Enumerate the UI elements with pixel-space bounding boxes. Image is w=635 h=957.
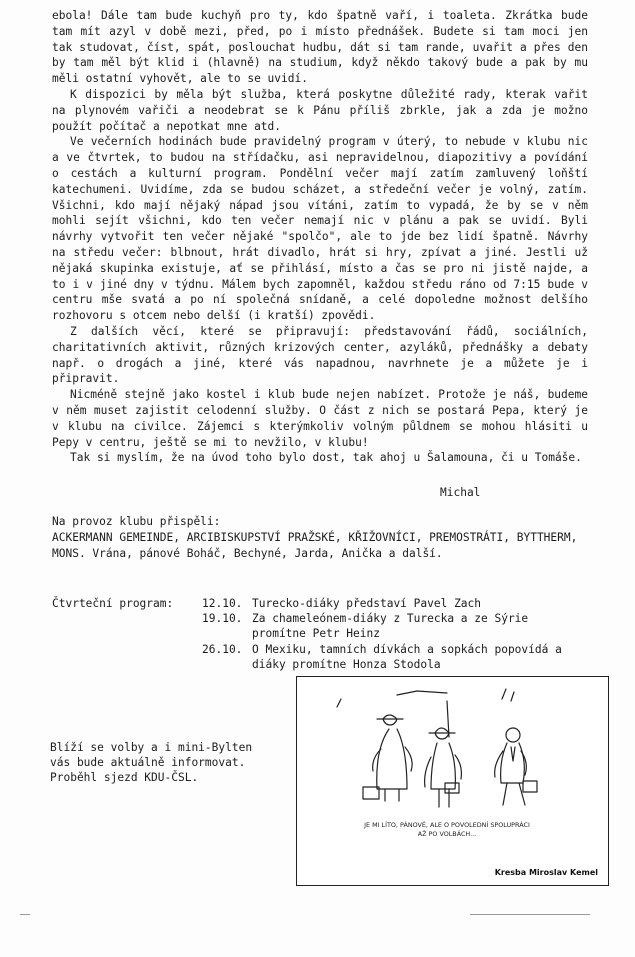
article-body xyxy=(52,8,588,466)
article-paragraph: ebola! Dále tam bude kuchyň pro ty, kdo špatně vaří, i toaleta. Zkrátka bude tam mít azyl v době mezi, před, po i místo přednášek. Budete si tam moci jen tak studovat, číst, spát, poslouchat hudbu, dát si tam rande, uvařit a přes den by tam měl být klid i (hlavně) na studium, když někdo takový bude a pak by mu měli ostatní vyhovět, ale to se uvidí. xyxy=(52,9,588,86)
sketch-line xyxy=(397,691,447,695)
article-paragraph: Nicméně stejně jako kostel i klub bude nejen nabízet. Protože je náš, budeme v něm muset zajistit celodenní služby. O část z nich se postará Pepa, který je v klubu na civilce. Zájemci s kterýmkoliv volným půldnem se mohou hlásiti u Pepy v centru, ještě se mi to nevžilo, v klubu! xyxy=(52,388,588,449)
article-paragraph: K dispozici by měla být služba, která poskytne důležité rady, kterak vařit na plynovém vařiči a neodebrat se k Pánu příliš zbrkle, jak a zda je možno použít počítač a nepotkat mne atd. xyxy=(52,87,588,133)
scan-speck xyxy=(20,914,30,915)
program-date: 26.10. xyxy=(202,642,243,656)
article-paragraph: Z dalších věcí, které se připravují: představování řádů, sociálních, charitativních aktivit, různých krizových center, azyláků, přednášky a debaty např. o drogách a jiné, které vás napadnou, navrhnete je a můžete je i připravit. xyxy=(52,324,588,386)
program-date: 12.10. xyxy=(202,597,243,610)
cartoon-credit: Kresba Miroslav Kemel xyxy=(494,868,598,877)
election-notice: Blíží se volby a i mini-Bylten vás bude aktuálně informovat. Proběhl sjezd KDU-ČSL. xyxy=(50,741,253,785)
sketch-line xyxy=(337,699,341,707)
cartoon-caption xyxy=(347,821,547,838)
sketch-line xyxy=(502,689,514,701)
thursday-program xyxy=(52,596,588,672)
program-date: 19.10. xyxy=(202,612,243,626)
sponsors-intro: Na provoz klubu přispěli: xyxy=(52,515,221,528)
article-signature: Michal xyxy=(440,486,481,499)
program-row xyxy=(52,642,588,672)
program-text: Za chameleónem-diáky z Turecka a ze Sýrie promítne Petr Heinz xyxy=(252,612,529,641)
program-label: Čtvrteční program: xyxy=(52,597,174,610)
figure-hat-man xyxy=(425,728,462,807)
program-text: O Mexiku, tamních dívkách a sopkách popovídá a diáky promítne Honza Stodola xyxy=(252,642,562,671)
program-row xyxy=(52,611,588,641)
sponsors-names: ACKERMANN GEMEINDE, ARCIBISKUPSTVÍ PRAŽSKÉ, KŘIŽOVNÍCI, PREMOSTRÁTI, BYTTHERM, MONS. Vrána, pánové Boháč, Bechyné, Jarda, Anička a další. xyxy=(52,530,578,560)
cartoon xyxy=(296,676,609,886)
figure-robed-man xyxy=(363,715,412,801)
cartoon-drawing xyxy=(297,677,608,885)
article-paragraph: Ve večerních hodinách bude pravidelný program v úterý, to nebude v klubu nic a ve čtvrtek, to budou na střídačku, asi nepravidelnou, diapozitivy a povídání o cestách a kulturní program. Pondělní večer mají zatím zamluvený loňští katechumeni. Uvidíme, zda se budou scházet, a středeční večer je volný, zatím. Všichni, kdo mají nějaký nápad jsou vítáni, zatím to vypadá, že by se v něm mohli sejít všichni, kdo ten večer nemají nic v plánu a pak se uvidí. Byli návrhy vytvořit ten večer nějaké "spolčo", ale to jde bez lidí špatně. Návrhy na středu večer: blbnout, hrát divadlo, hrát si hry, zpívat a jiné. Jestli už nějaká skupinka existuje, ať se přihlásí, místo a čas se pro ni jistě najde, a to i v jiné dny v týdnu. Málem bych zapomněl, každou středu ráno od 7:15 bude v centru mše svatá a po ní společná snídaně, a celé dopoledne možnost delšího rozhovoru s otcem nebo delší (i kratší) zpovědi. xyxy=(52,135,588,323)
figure-suit-man xyxy=(495,728,537,805)
sponsors-section xyxy=(52,514,588,561)
cartoon-caption-line: JE MI LÍTO, PÁNOVÉ, ALE O POVOLEDNÍ SPOLUPRÁCI xyxy=(364,821,530,829)
scan-speck xyxy=(470,914,590,915)
article-paragraph: Tak si myslím, že na úvod toho bylo dost, tak ahoj u Šalamouna, či u Tomáše. xyxy=(70,451,582,465)
program-text: Turecko-diáky představí Pavel Zach xyxy=(252,597,482,610)
program-row xyxy=(52,596,588,611)
cartoon-caption-line: AŽ PO VOLBÁCH... xyxy=(417,829,477,838)
